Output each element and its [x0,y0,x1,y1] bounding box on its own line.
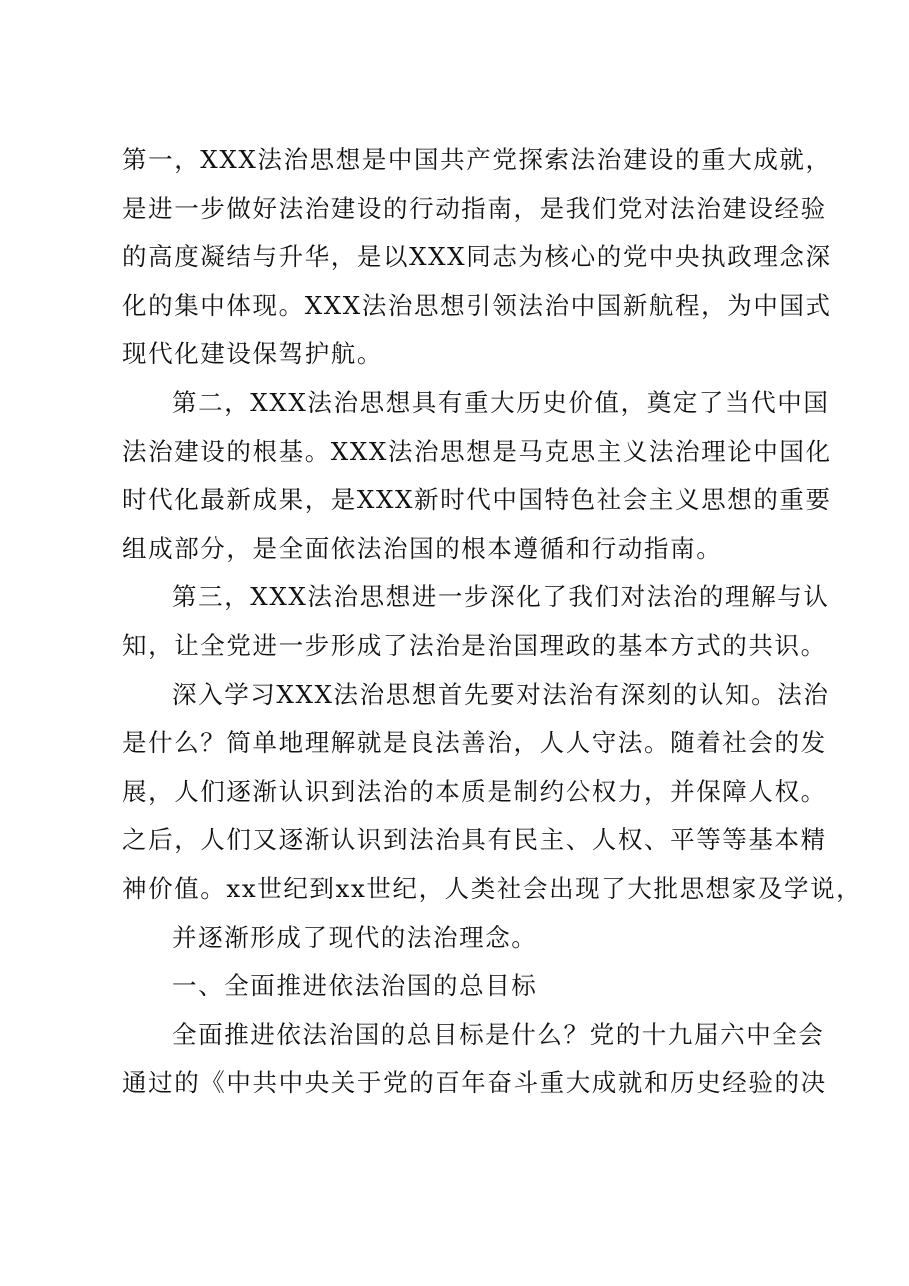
text-line: 是什么？简单地理解就是良法善治，人人守法。随着社会的发 [122,728,827,758]
text-line: 并逐渐形成了现代的法治理念。 [172,922,538,952]
text-line: 展，人们逐渐认识到法治的本质是制约公权力，并保障人权。 [122,776,827,806]
text-line: 神价值。xx世纪到xx世纪，人类社会出现了大批思想家及学说， [122,873,863,903]
text-line: 时代化最新成果，是XXX新时代中国特色社会主义思想的重要 [122,485,832,515]
text-line: 第三，XXX法治思想进一步深化了我们对法治的理解与认 [172,582,830,612]
section-heading: 一、全面推进依法治国的总目标 [172,971,538,1001]
text-line: 之后，人们又逐渐认识到法治具有民主、人权、平等等基本精 [122,825,827,855]
text-line: 第一，XXX法治思想是中国共产党探索法治建设的重大成就， [122,145,832,174]
text-line: 深入学习XXX法治思想首先要对法治有深刻的认知。法治 [172,679,830,709]
text-line: 通过的《中共中央关于党的百年奋斗重大成就和历史经验的决 [122,1068,827,1098]
text-line: 现代化建设保驾护航。 [122,339,383,369]
text-line: 组成部分，是全面依法治国的根本遵循和行动指南。 [122,533,723,563]
text-line: 第二，XXX法治思想具有重大历史价值，奠定了当代中国 [172,387,830,417]
text-line: 法治建设的根基。XXX法治思想是马克思主义法治理论中国化 [122,436,832,466]
text-line: 知，让全党进一步形成了法治是治国理政的基本方式的共识。 [122,630,827,660]
text-line: 全面推进依法治国的总目标是什么？党的十九届六中全会 [172,1019,825,1049]
text-line: 的高度凝结与升华，是以XXX同志为核心的党中央执政理念深 [122,242,832,272]
document-body [122,136,863,1108]
text-line: 化的集中体现。XXX法治思想引领法治中国新航程，为中国式 [122,290,832,320]
text-line: 是进一步做好法治建设的行动指南，是我们党对法治建设经验 [122,193,827,223]
